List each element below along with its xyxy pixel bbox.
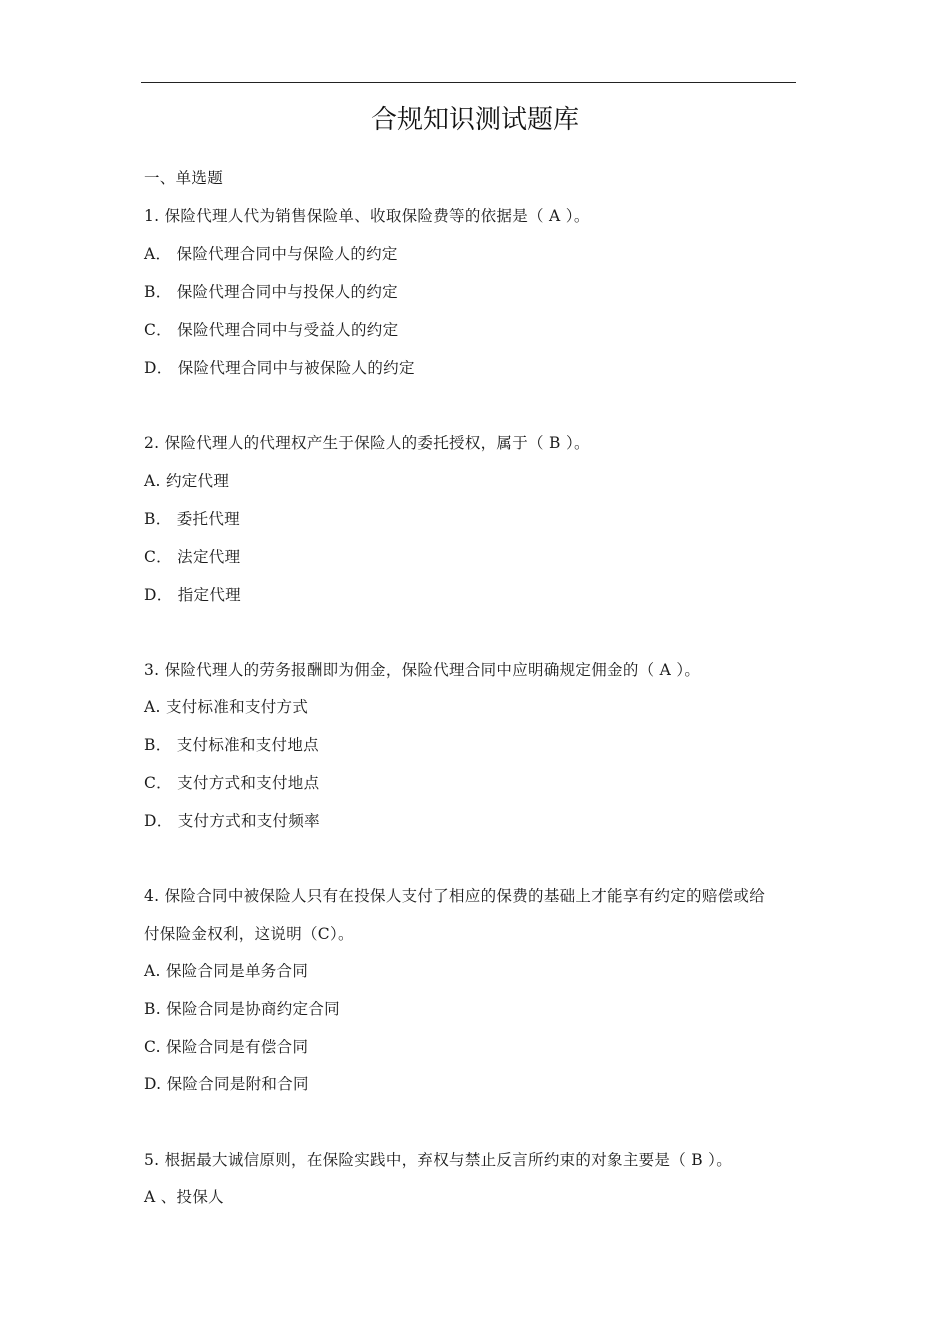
section-heading: 一、单选题: [144, 169, 224, 187]
question-4-option-c: C. 保险合同是有偿合同: [144, 1038, 309, 1056]
question-5-stem: 5. 根据最大诚信原则，在保险实践中，弃权与禁止反言所约束的对象主要是（ B ）。: [144, 1151, 733, 1169]
question-2-stem: 2. 保险代理人的代理权产生于保险人的委托授权，属于（ B ）。: [144, 434, 590, 452]
question-4-stem-line-1: 4. 保险合同中被保险人只有在投保人支付了相应的保费的基础上才能享有约定的赔偿或给: [144, 887, 766, 905]
question-2-option-a: A. 约定代理: [144, 472, 230, 490]
question-4-option-a: A. 保险合同是单务合同: [144, 962, 309, 980]
question-1-stem: 1. 保险代理人代为销售保险单、收取保险费等的依据是（ A ）。: [144, 207, 590, 225]
page-title: 合规知识测试题库: [370, 105, 579, 135]
question-4-option-b: B. 保险合同是协商约定合同: [144, 1000, 340, 1018]
question-2-option-b: B． 委托代理: [144, 510, 240, 528]
question-4-option-d: D. 保险合同是附和合同: [144, 1075, 309, 1093]
question-4-stem-line-2: 付保险金权利，这说明（C）。: [144, 925, 354, 943]
question-3-option-c: C． 支付方式和支付地点: [144, 774, 320, 792]
question-3-option-d: D． 支付方式和支付频率: [144, 812, 320, 830]
question-3-option-b: B． 支付标准和支付地点: [144, 736, 319, 754]
question-1-option-d: D． 保险代理合同中与被保险人的约定: [144, 359, 415, 377]
question-3-stem: 3. 保险代理人的劳务报酬即为佣金，保险代理合同中应明确规定佣金的（ A ）。: [144, 661, 701, 679]
question-5-option-a: A 、投保人: [144, 1188, 224, 1206]
question-3-option-a: A. 支付标准和支付方式: [144, 698, 309, 716]
question-1-option-a: A． 保险代理合同中与保险人的约定: [144, 245, 398, 263]
header-rule: [141, 82, 796, 83]
question-1-option-b: B． 保险代理合同中与投保人的约定: [144, 283, 398, 301]
question-1-option-c: C． 保险代理合同中与受益人的约定: [144, 321, 399, 339]
question-2-option-c: C． 法定代理: [144, 548, 241, 566]
question-2-option-d: D． 指定代理: [144, 586, 241, 604]
